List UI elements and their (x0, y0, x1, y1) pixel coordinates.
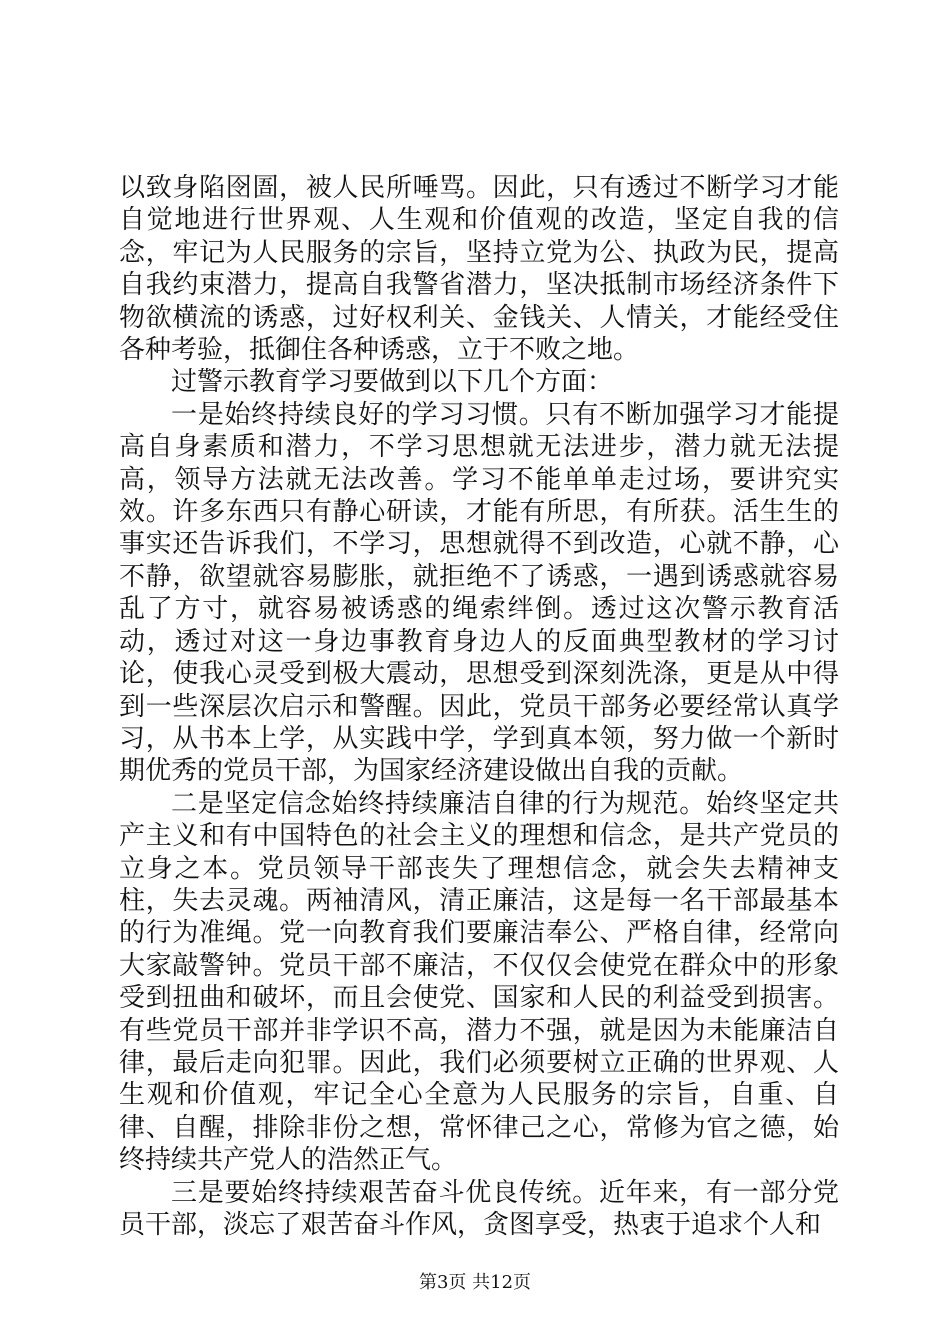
paragraph-continuation: 以致身陷囹圄，被人民所唾骂。因此，只有透过不断学习才能自觉地进行世界观、人生观和价值观的改造，坚定自我的信念，牢记为人民服务的宗旨，坚持立党为公、执政为民，提高自我约束潜力，提高自我警省潜力，坚决抵制市场经济条件下物欲横流的诱惑，过好权利关、金钱关、人情关，才能经受住各种考验，抵御住各种诱惑，立于不败之地。 (119, 173, 839, 366)
page-footer: 第3页 共12页 (418, 1272, 532, 1293)
paragraph-intro: 过警示教育学习要做到以下几个方面： (171, 367, 614, 398)
paragraph-point-two: 二是坚定信念始终持续廉洁自律的行为规范。始终坚定共产主义和有中国特色的社会主义的理想和信念，是共产党员的立身之本。党员领导干部丧失了理想信念，就会失去精神支柱，失去灵魂。两袖清风，清正廉洁，这是每一名干部最基本的行为准绳。党一向教育我们要廉洁奉公、严格自律，经常向大家敲警钟。党员干部不廉洁，不仅仅会使党在群众中的形象受到扭曲和破坏，而且会使党、国家和人民的利益受到损害。有些党员干部并非学识不高，潜力不强，就是因为未能廉洁自律，最后走向犯罪。因此，我们必须要树立正确的世界观、人生观和价值观，牢记全心全意为人民服务的宗旨，自重、自律、自醒，排除非份之想，常怀律己之心，常修为官之德，始终持续共产党人的浩然正气。 (119, 788, 839, 1176)
paragraph-point-three: 三是要始终持续艰苦奋斗优良传统。近年来，有一部分党员干部，淡忘了艰苦奋斗作风，贪图享受，热衷于追求个人和 (119, 1177, 839, 1240)
paragraph-point-one: 一是始终持续良好的学习习惯。只有不断加强学习才能提高自身素质和潜力，不学习思想就无法进步，潜力就无法提高，领导方法就无法改善。学习不能单单走过场，要讲究实效。许多东西只有静心研读，才能有所思，有所获。活生生的事实还告诉我们，不学习，思想就得不到改造，心就不静，心不静，欲望就容易膨胀，就拒绝不了诱惑，一遇到诱惑就容易乱了方寸，就容易被诱惑的绳索绊倒。透过这次警示教育活动，透过对这一身边事教育身边人的反面典型教材的学习讨论，使我心灵受到极大震动，思想受到深刻洗涤，更是从中得到一些深层次启示和警醒。因此，党员干部务必要经常认真学习，从书本上学，从实践中学，学到真本领，努力做一个新时期优秀的党员干部，为国家经济建设做出自我的贡献。 (119, 399, 839, 787)
document-body (119, 172, 839, 1241)
